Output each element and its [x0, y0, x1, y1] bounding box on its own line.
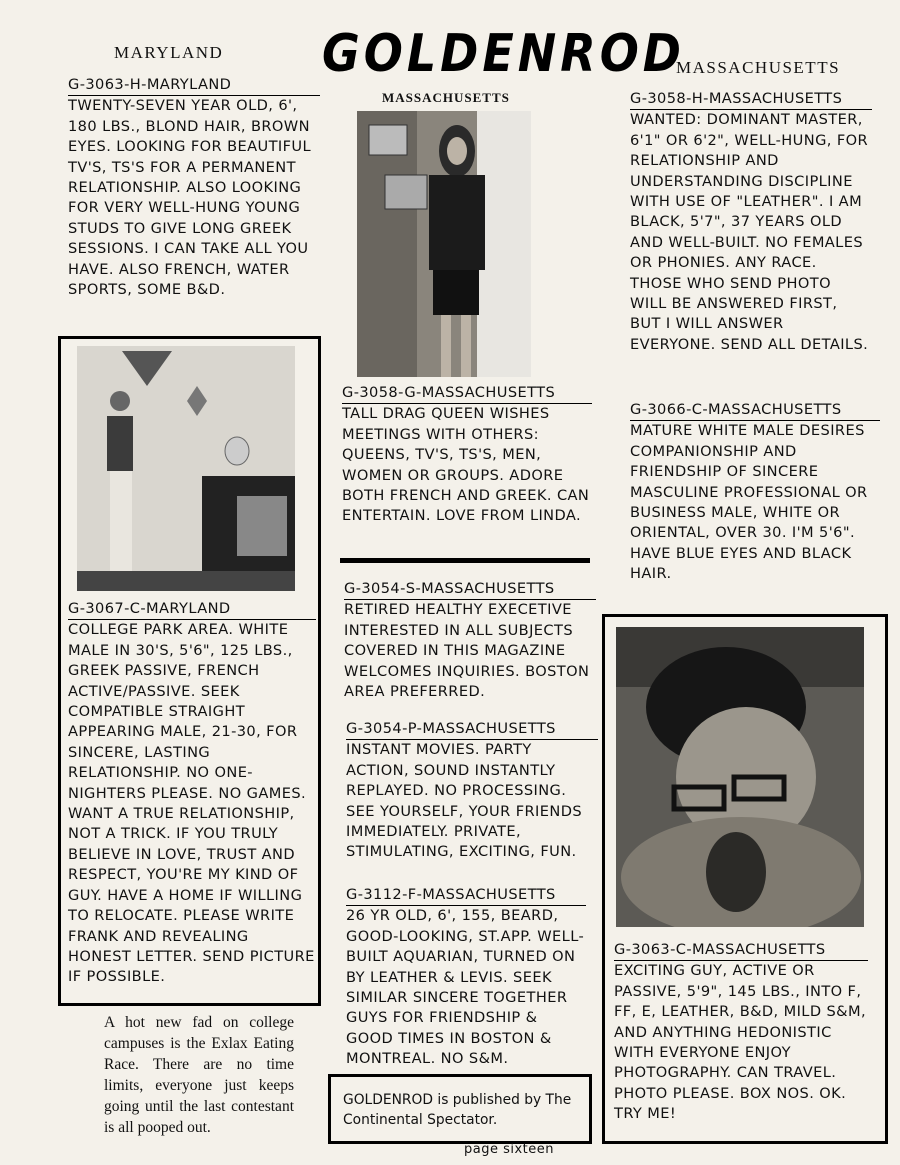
ad-code: G-3067-C-MARYLAND — [68, 599, 316, 620]
ad-listing — [68, 599, 316, 988]
ad-text: EXCITING GUY, ACTIVE OR PASSIVE, 5'9", 145 LBS., INTO F, FF, E, LEATHER, B&D, MILD S&M, AND ANYTHING HEDONISTIC WITH EVERYONE ENJOY PHOTOGRAPHY. CAN TRAVEL. PHOTO PLEASE. BOX NOS. OK. TRY ME! — [614, 962, 866, 1123]
ad-code: G-3066-C-MASSACHUSETTS — [630, 400, 880, 421]
ad-text: 26 YR OLD, 6', 155, BEARD, GOOD-LOOKING, ST.APP. WELL-BUILT AQUARIAN, TURNED ON BY LEATHER & LEVIS. SEEK SIMILAR SINCERE TOGETHER GUYS FOR FRIENDSHIP & GOOD TIMES IN BOSTON & MONTREAL. NO S&M. — [346, 907, 585, 1068]
ad-code: G-3054-P-MASSACHUSETTS — [346, 719, 598, 740]
ad-code: G-3063-C-MASSACHUSETTS — [614, 940, 868, 961]
ad-listing — [346, 885, 586, 1070]
ad-text: MATURE WHITE MALE DESIRES COMPANIONSHIP AND FRIENDSHIP OF SINCERE MASCULINE PROFESSIONAL OR BUSINESS MALE, WHITE OR ORIENTAL, OVER 30. I'M 5'6". HAVE BLUE EYES AND BLACK HAIR. — [630, 422, 868, 583]
publisher-note-box — [328, 1074, 592, 1144]
ad-listing — [614, 940, 868, 1125]
column-label-massachusetts: MASSACHUSETTS — [382, 90, 510, 105]
ad-text: TALL DRAG QUEEN WISHES MEETINGS WITH OTHERS: QUEENS, TV'S, TS'S, MEN, WOMEN OR GROUPS. ADORE BOTH FRENCH AND GREEK. CAN ENTERTAIN. LOVE FROM LINDA. — [342, 405, 590, 525]
ad-photo-woman-in-dress — [357, 111, 531, 377]
ad-code: G-3058-G-MASSACHUSETTS — [342, 383, 592, 404]
ad-code: G-3112-F-MASSACHUSETTS — [346, 885, 586, 906]
ad-code: G-3054-S-MASSACHUSETTS — [344, 579, 596, 600]
divider-bar — [340, 558, 590, 563]
ad-listing — [68, 75, 320, 300]
ad-listing — [346, 719, 598, 863]
ad-text: WANTED: DOMINANT MASTER, 6'1" OR 6'2", WELL-HUNG, FOR RELATIONSHIP AND UNDERSTANDING DISCIPLINE WITH USE OF "LEATHER". I AM BLACK, 5'7", 37 YEARS OLD AND WELL-BUILT. NO FEMALES OR PHONIES. ANY RACE. THOSE WHO SEND PHOTO WILL BE ANSWERED FIRST, BUT I WILL ANSWER EVERYONE. SEND ALL DETAILS. — [630, 111, 869, 353]
ad-listing — [630, 400, 880, 585]
ad-text: COLLEGE PARK AREA. WHITE MALE IN 30'S, 5'6", 125 LBS., GREEK PASSIVE, FRENCH ACTIVE/PASSIVE. SEEK COMPATIBLE STRAIGHT APPEARING MALE, 21-30, FOR SINCERE, LASTING RELATIONSHIP. NO ONE-NIGHTERS PLEASE. NO GAMES. WANT A TRUE RELATIONSHIP, NOT A TRICK. IF YOU TRULY BELIEVE IN LOVE, TRUST AND RESPECT, YOU'RE MY KIND OF GUY. HAVE A HOME IF WILLING TO RELOCATE. PLEASE WRITE FRANK AND REVEALING HONEST LETTER. SEND PICTURE IF POSSIBLE. — [68, 621, 315, 986]
masthead-title: GOLDENROD — [322, 22, 685, 84]
publisher-note-text: GOLDENROD is published by The Continental Spectator. — [343, 1092, 572, 1128]
ad-listing — [342, 383, 592, 527]
state-heading-maryland: MARYLAND — [114, 43, 224, 62]
ad-listing — [344, 579, 596, 702]
ad-code: G-3063-H-MARYLAND — [68, 75, 320, 96]
ad-listing — [630, 89, 872, 355]
ad-photo-man-in-living-room — [77, 346, 295, 591]
ad-text: INSTANT MOVIES. PARTY ACTION, SOUND INSTANTLY REPLAYED. NO PROCESSING. SEE YOURSELF, YOUR FRIENDS IMMEDIATELY. PRIVATE, STIMULATING, EXCITING, FUN. — [346, 741, 582, 861]
ad-code: G-3058-H-MASSACHUSETTS — [630, 89, 872, 110]
ad-text: RETIRED HEALTHY EXECETIVE INTERESTED IN ALL SUBJECTS COVERED IN THIS MAGAZINE WELCOMES INQUIRIES. BOSTON AREA PREFERRED. — [344, 601, 590, 701]
state-heading-massachusetts: MASSACHUSETTS — [676, 58, 841, 77]
ad-text: TWENTY-SEVEN YEAR OLD, 6', 180 LBS., BLOND HAIR, BROWN EYES. LOOKING FOR BEAUTIFUL TV'S, TS'S FOR A PERMANENT RELATIONSHIP. ALSO LOOKING FOR VERY WELL-HUNG YOUNG STUDS TO GIVE LONG GREEK SESSIONS. I CAN TAKE ALL YOU HAVE. ALSO FRENCH, WATER SPORTS, SOME B&D. — [68, 97, 312, 299]
ad-photo-man-with-glasses — [616, 627, 864, 927]
filler-joke-paragraph: A hot new fad on college campuses is the Exlax Eating Race. There are no time limits, everyone just keeps going until the last contestant is all pooped out. — [104, 1014, 294, 1136]
page-number: page sixteen — [464, 1142, 555, 1157]
